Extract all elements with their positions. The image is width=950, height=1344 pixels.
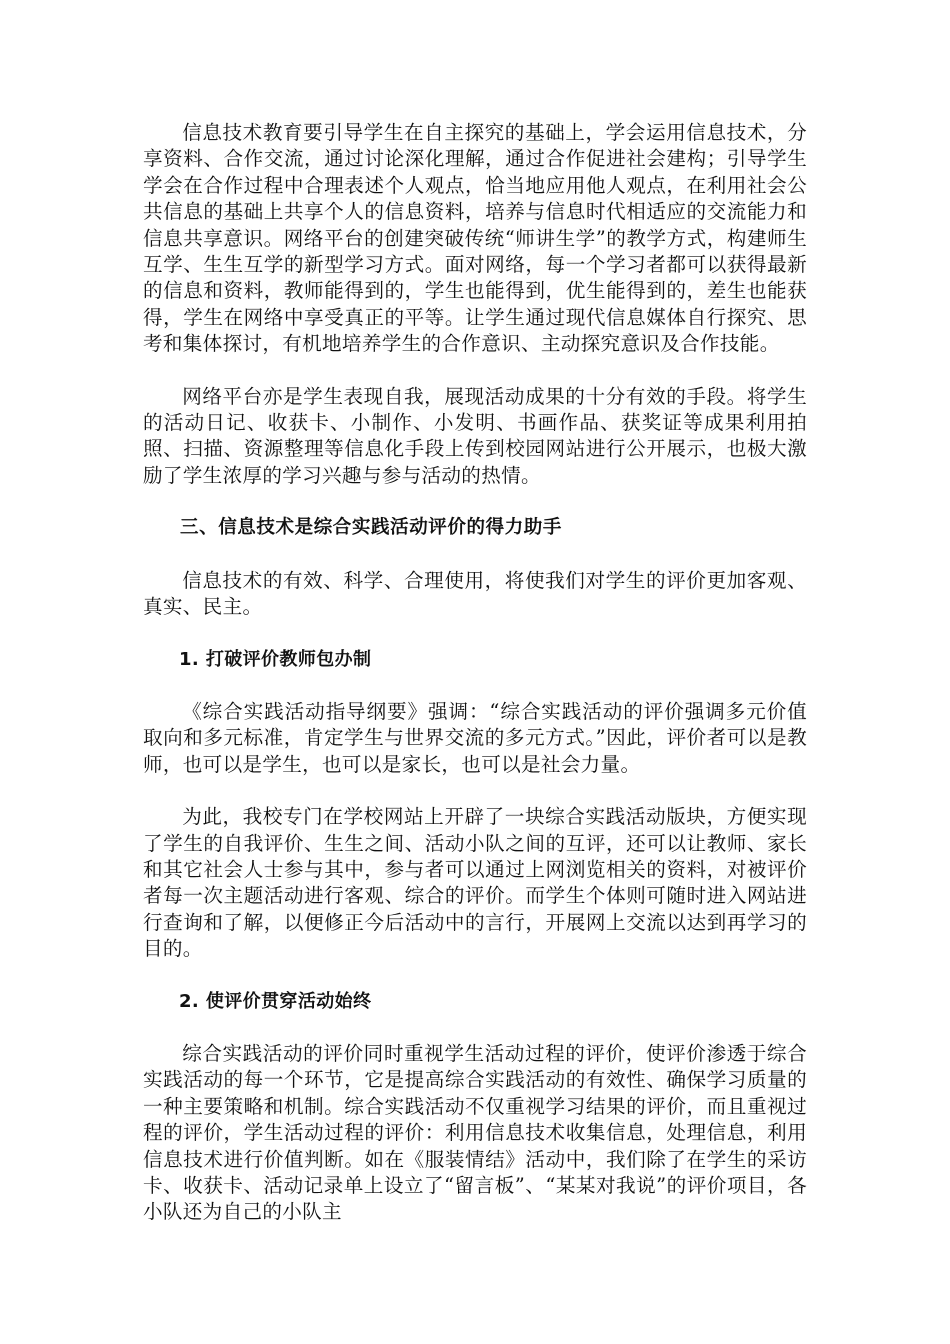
paragraph-collaboration: 信息技术教育要引导学生在自主探究的基础上，学会运用信息技术，分享资料、合作交流，通过讨论深化理解，通过合作促进社会建构；引导学生学会在合作过程中合理表述个人观点，恰当地应用他人观点，在利用社会公共信息的基础上共享个人的信息资料，培养与信息时代相适应的交流能力和信息共享意识。网络平台的创建突破传统“师讲生学”的教学方式，构建师生互学、生生互学的新型学习方式。面对网络，每一个学习者都可以获得最新的信息和资料，教师能得到的，学生也能得到，优生能得到的，差生也能获得，学生在网络中享受真正的平等。让学生通过现代信息媒体自行探究、思考和集体探讨，有机地培养学生的合作意识、主动探究意识及合作技能。 [143, 121, 807, 356]
section-intro: 信息技术的有效、科学、合理使用，将使我们对学生的评价更加客观、真实、民主。 [143, 568, 807, 619]
paragraph-process-evaluation: 综合实践活动的评价同时重视学生活动过程的评价，使评价渗透于综合实践活动的每一个环节，它是提高综合实践活动的有效性、确保学习质量的一种主要策略和机制。综合实践活动不仅重视学习结果的评价，而且重视过程的评价，学生活动过程的评价：利用信息技术收集信息，处理信息，利用信息技术进行价值判断。如在《服装情结》活动中，我们除了在学生的采访卡、收获卡、活动记录单上设立了“留言板”、“某某对我说”的评价项目，各小队还为自己的小队主 [143, 1041, 807, 1224]
subsection-heading-1: 1. 打破评价教师包办制 [179, 648, 372, 670]
document-body [143, 120, 807, 1226]
subsection-heading-2: 2. 使评价贯穿活动始终 [179, 990, 372, 1012]
section-heading: 三、信息技术是综合实践活动评价的得力助手 [180, 517, 563, 539]
paragraph-outline-quote: 《综合实践活动指导纲要》强调：“综合实践活动的评价强调多元价值取向和多元标准，肯定学生与世界交流的多元方式。”因此，评价者可以是教师，也可以是学生，也可以是家长，也可以是社会力量。 [143, 699, 807, 776]
paragraph-network-platform: 网络平台亦是学生表现自我，展现活动成果的十分有效的手段。将学生的活动日记、收获卡、小制作、小发明、书画作品、获奖证等成果利用拍照、扫描、资源整理等信息化手段上传到校园网站进行公开展示，也极大激励了学生浓厚的学习兴趣与参与活动的热情。 [143, 384, 807, 487]
paragraph-school-website: 为此，我校专门在学校网站上开辟了一块综合实践活动版块，方便实现了学生的自我评价、生生之间、活动小队之间的互评，还可以让教师、家长和其它社会人士参与其中，参与者可以通过上网浏览相关的资料，对被评价者每一次主题活动进行客观、综合的评价。而学生个体则可随时进入网站进行查询和了解，以便修正今后活动中的言行，开展网上交流以达到再学习的目的。 [143, 805, 807, 961]
